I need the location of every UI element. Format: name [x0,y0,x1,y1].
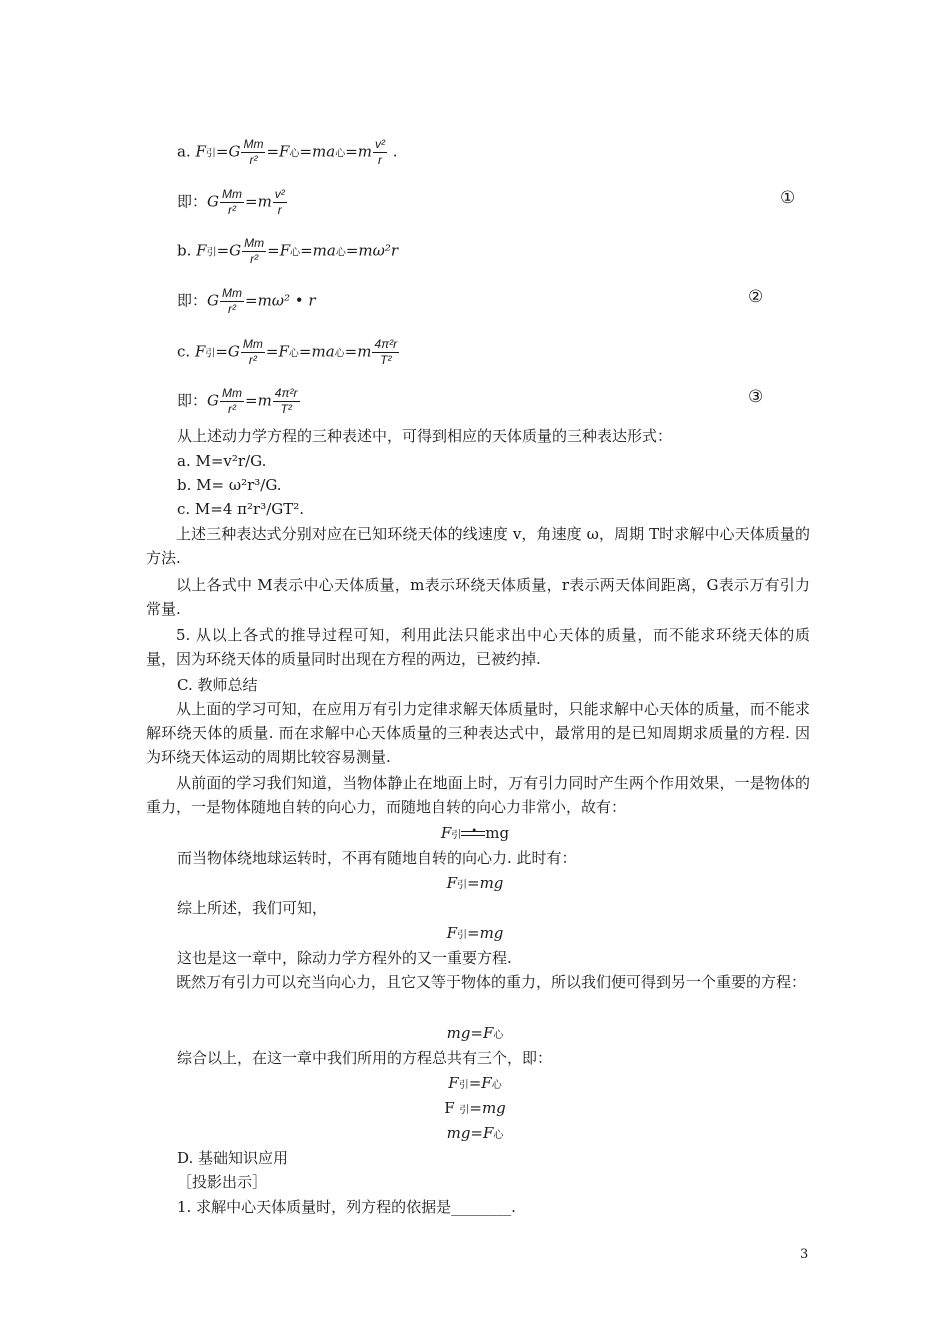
equation-text: mg=F [446,1124,494,1142]
subscript: 心 [335,148,346,160]
formula-b: b. M= ω²r³/G. [177,476,282,494]
equation-text: =mω² • r [245,291,316,310]
equation-text: =m [344,342,372,361]
equation-a [177,137,398,168]
equation-text: =mg [467,874,504,892]
centered-equation [0,1123,950,1146]
equation-2 [177,286,316,317]
centered-equation [0,1098,950,1121]
paragraph: 综上所述，我们可知， [177,899,328,917]
numerator: v² [274,187,285,201]
dot: • [471,826,478,837]
equation-text: =m [245,391,272,410]
item-label: 即： [177,391,208,410]
equation-text: =G [216,241,242,260]
subscript: 心 [493,1130,504,1141]
item-label: 即： [177,192,208,211]
numerator: Mm [222,386,242,400]
approx-equal-icon [461,828,485,840]
equation-text: =F [265,342,289,361]
force-symbol: F [194,342,206,361]
equation-number: ③ [748,387,764,407]
equation-text: =mg [467,924,504,942]
equation-text: =ma [298,342,335,361]
denominator: r [378,153,382,167]
equation-text: =F [266,142,290,161]
equation-number: ② [748,287,764,307]
paragraph: 从上述动力学方程的三种表述中，可得到相应的天体质量的三种表达形式： [177,427,673,445]
fraction [242,236,266,267]
force-symbol: F [446,924,457,942]
fraction [241,337,265,368]
subscript: 心 [290,247,301,259]
subscript: 心 [493,1030,504,1041]
numerator: Mm [242,337,263,351]
formula-a: a. M=v²r/G. [177,452,267,470]
numerator: Mm [222,286,242,300]
centered-equation [0,1073,950,1096]
equation-text: =m [245,192,272,211]
item-label: c. [177,342,195,361]
subscript: 引 [205,148,216,160]
equation-text: =G [215,142,241,161]
subscript: 引 [205,348,216,360]
force-symbol: F [195,142,206,161]
subscript: 引 [457,930,467,941]
fraction [220,187,244,218]
equation-text: mg [485,824,510,842]
paragraph: 这也是这一章中，除动力学方程外的又一重要方程. [177,949,512,967]
subscript: 心 [335,247,346,259]
paragraph: 综合以上，在这一章中我们所用的方程总共有三个，即： [177,1049,553,1067]
page-number: 3 [800,1247,809,1262]
item-label: a. [177,142,196,161]
paragraph: 既然万有引力可以充当向心力，且它又等于物体的重力，所以我们便可得到另一个重要的方程： [176,973,807,991]
force-symbol: F [448,1074,459,1092]
item-label: b. [177,241,197,260]
fraction [220,286,244,317]
denominator: r [277,203,282,217]
fraction [273,187,287,218]
subscript: 引 [206,247,217,259]
force-symbol: F [444,1099,455,1117]
force-symbol: F [196,241,207,260]
equation-b [177,236,398,267]
numerator: 4π²r [374,337,398,351]
equation-3 [177,386,301,417]
equation-text: G [207,291,219,310]
subscript: 引 [459,1105,470,1116]
numerator: Mm [243,137,264,151]
equation-text: =ma [300,241,336,260]
denominator: r² [228,302,236,316]
paragraph: 5. 从以上各式的推导过程可知，利用此法只能求出中心天体的质量，而不能求环绕天体的质量，因为环绕天体的质量同时出现在方程的两边，已被约掉. [146,626,810,668]
equation-text: mg=F [446,1024,494,1042]
centered-equation [0,1023,950,1046]
numerator: v² [375,137,385,151]
fraction [220,386,244,417]
denominator: r² [228,203,236,217]
fraction [373,137,387,168]
subscript: 心 [288,348,299,360]
equation-text: =m [345,142,372,161]
centered-equation [0,873,950,896]
equation-c [177,337,400,368]
section-heading: C. 教师总结 [177,676,258,694]
denominator: r² [248,353,257,367]
subscript: 引 [458,1080,469,1091]
fraction [273,386,300,417]
numerator: Mm [222,187,242,201]
paragraph: 以上各式中 M表示中心天体质量，m表示环绕天体质量，r表示两天体间距离，G表示万有引力常量. [146,576,810,618]
section-heading: D. 基础知识应用 [177,1149,289,1167]
equation-text: =F [267,241,291,260]
subscript: 心 [334,348,345,360]
force-symbol: F [446,874,457,892]
fraction [241,137,265,168]
force-symbol: F [440,824,452,842]
question: 1. 求解中心天体质量时，列方程的依据是________. [177,1198,516,1216]
denominator: T² [380,353,392,367]
denominator: r² [249,153,258,167]
subscript: 心 [491,1080,502,1091]
paragraph: 从上面的学习可知，在应用万有引力定律求解天体质量时，只能求解中心天体的质量，而不能求解环绕天体的质量. 而在求解中心天体质量的三种表达式中，最常用的是已知周期求质量的方程. 因为环绕天体运动的周期比较容易测量. [146,700,810,766]
equation-text: =mω²r [345,241,399,260]
paragraph: 而当物体绕地球运转时，不再有随地自转的向心力. 此时有： [177,849,577,867]
paragraph: 从前面的学习我们知道，当物体静止在地面上时，万有引力同时产生两个作用效果，一是物体的重力，一是物体随地自转的向心力，而随地自转的向心力非常小，故有： [146,774,810,816]
paragraph: 上述三种表达式分别对应在已知环绕天体的线速度 v，角速度 ω，周期 T时求解中心天体质量的方法. [146,525,810,567]
equation-text: . [388,142,398,161]
numerator: 4π²r [274,386,298,400]
section-heading: ［投影出示］ [177,1173,268,1191]
equation-text: =F [468,1074,492,1092]
fraction [372,337,399,368]
equation-text: =ma [299,142,336,161]
equation-1 [177,187,288,218]
equation-text: =G [215,342,240,361]
denominator: T² [280,402,292,416]
centered-equation [0,923,950,946]
numerator: Mm [244,236,265,250]
item-label: 即： [177,291,208,310]
centered-equation [0,823,950,846]
formula-c: c. M=4 π²r³/GT². [177,500,305,518]
equation-number: ① [780,188,796,208]
subscript: 心 [289,148,300,160]
denominator: r² [250,252,259,266]
equation-text: G [207,391,219,410]
subscript: 引 [457,880,467,891]
equation-text: G [207,192,219,211]
subscript: 引 [451,830,462,841]
equation-text: =mg [469,1099,506,1117]
denominator: r² [228,402,236,416]
